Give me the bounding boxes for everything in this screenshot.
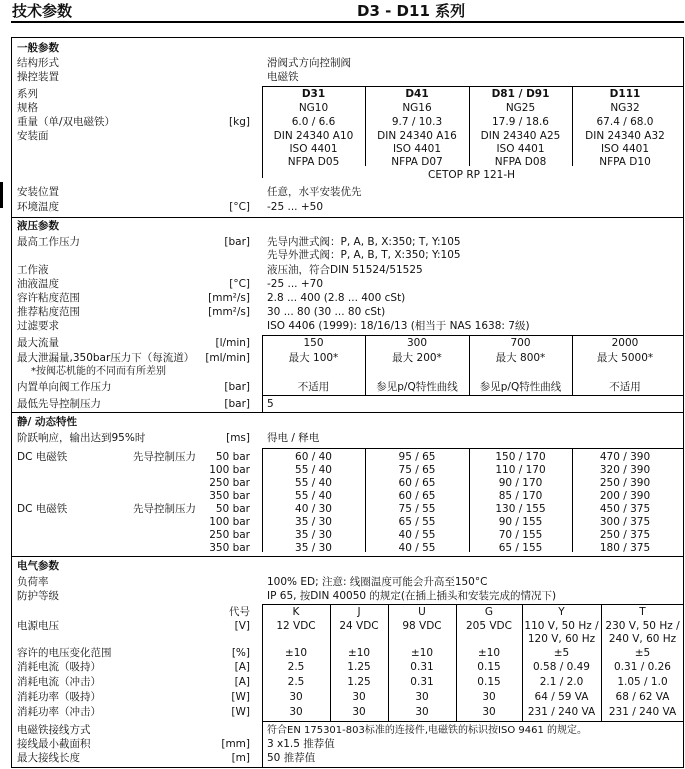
viscosity-value: 2.8 ... 400 (2.8 ... 400 cSt) (267, 292, 406, 304)
voltage-cell: 12 VDC (276, 620, 316, 632)
current-inrush-cell: 1.25 (347, 676, 371, 688)
weight-col: 67.4 / 68.0 (596, 116, 654, 128)
pilot-label-2: 先导控制压力 (133, 503, 196, 515)
cable-length-label: 最大接线长度 (17, 752, 80, 764)
current-hold-cell: 0.31 (410, 661, 434, 673)
max-flow-col: 150 (303, 337, 324, 349)
response-time-cell: 40 / 30 (295, 503, 332, 515)
power-hold-cell: 64 / 59 VA (534, 691, 589, 703)
current-hold-cell: 2.5 (287, 661, 305, 673)
tolerance-cell: ±10 (477, 647, 501, 659)
weight-col: 9.7 / 10.3 (391, 116, 443, 128)
filtration-value: ISO 4406 (1999): 18/16/13 (相当于 NAS 1638: 7级) (267, 320, 530, 332)
pilot-pressure-value: 100 bar (209, 464, 250, 476)
current-inrush-unit: [A] (234, 676, 250, 688)
viscosity-unit: [mm²/s] (208, 292, 250, 304)
response-time-cell: 60 / 40 (295, 451, 332, 463)
pressure-label: 最高工作压力 (17, 236, 80, 248)
power-hold-cell: 30 (289, 691, 303, 703)
power-inrush-cell: 30 (482, 706, 496, 718)
series-label: 系列 (17, 88, 38, 100)
response-time-cell: 65 / 55 (398, 516, 436, 528)
iso-col: ISO 4401 (392, 143, 442, 155)
structure-label: 结构形式 (17, 57, 59, 69)
power-hold-label: 消耗功率（吸持） (17, 691, 101, 703)
connection-label: 电磁铁接线方式 (17, 724, 91, 736)
ambient-label: 环境温度 (17, 201, 59, 213)
voltage-cell: 120 V, 60 Hz (527, 633, 596, 645)
fluid-temp-value: -25 ... +70 (267, 278, 323, 290)
current-hold-cell: 0.58 / 0.49 (533, 661, 590, 673)
step-value: 得电 / 释电 (267, 432, 320, 444)
response-time-cell: 150 / 170 (495, 451, 546, 463)
structure-value: 滑阀式方向控制阀 (267, 57, 351, 69)
power-inrush-unit: [W] (231, 706, 250, 718)
size-label: 规格 (17, 102, 38, 114)
response-time-cell: 60 / 65 (398, 490, 436, 502)
check-valve-col: 不适用 (609, 381, 641, 393)
section-divider (11, 412, 684, 413)
step-unit: [ms] (226, 432, 250, 444)
response-time-cell: 55 / 40 (295, 464, 332, 476)
nfpa-col: NFPA D08 (494, 156, 547, 168)
current-hold-label: 消耗电流（吸持） (17, 661, 101, 673)
section-divider (11, 217, 684, 218)
pilot-pressure-value: 100 bar (209, 516, 250, 528)
rec-viscosity-label: 推荐粘度范围 (17, 306, 80, 318)
power-inrush-label: 消耗功率（冲击） (17, 706, 101, 718)
actuation-label: 操控装置 (17, 71, 59, 83)
cross-section-unit: [mm] (221, 738, 250, 750)
check-valve-col: 参见p/Q特性曲线 (479, 381, 562, 393)
check-valve-col: 参见p/Q特性曲线 (376, 381, 458, 393)
tolerance-cell: ±5 (634, 647, 651, 659)
voltage-cell: 24 VDC (339, 620, 379, 632)
current-inrush-cell: 0.31 (410, 676, 434, 688)
leakage-col: 最大 100* (288, 352, 339, 364)
response-time-cell: 75 / 55 (398, 503, 436, 515)
duty-label: 负荷率 (17, 576, 49, 588)
response-time-cell: 470 / 390 (599, 451, 651, 463)
current-hold-unit: [A] (234, 661, 250, 673)
current-hold-cell: 1.25 (347, 661, 371, 673)
duty-value: 100% ED; 注意: 线圈温度可能会升高至150°C (267, 576, 488, 588)
dc-label-1: DC 电磁铁 (17, 451, 68, 463)
general-title: 一般参数 (17, 42, 59, 54)
response-time-cell: 90 / 170 (498, 477, 543, 489)
check-valve-unit: [bar] (224, 381, 250, 393)
response-time-cell: 55 / 40 (295, 490, 332, 502)
response-time-cell: 200 / 390 (599, 490, 651, 502)
voltage-cell: 230 V, 50 Hz / (605, 620, 680, 632)
leakage-col: 最大 800* (495, 352, 546, 364)
connection-value: 符合EN 175301-803标准的连接件,电磁铁的标识按ISO 9461 的规定。 (267, 725, 587, 736)
min-pilot-unit: [bar] (224, 398, 250, 410)
pilot-pressure-value: 50 bar (215, 503, 250, 515)
cable-length-value: 50 推荐值 (267, 752, 316, 764)
response-time-cell: 95 / 65 (398, 451, 436, 463)
iso-col: ISO 4401 (600, 143, 650, 155)
size-col: NG16 (402, 102, 432, 114)
response-time-cell: 35 / 30 (295, 529, 332, 541)
tolerance-cell: ±10 (347, 647, 371, 659)
protection-label: 防护等级 (17, 590, 59, 602)
leakage-label: 最大泄漏量,350bar压力下（每流道） (17, 352, 195, 364)
current-inrush-label: 消耗电流（冲击） (17, 676, 101, 688)
leakage-col: 最大 200* (392, 352, 442, 364)
filtration-label: 过滤要求 (17, 320, 59, 332)
weight-label: 重量（单/双电磁铁） (17, 116, 116, 128)
series-col: D41 (405, 88, 429, 100)
din-col: DIN 24340 A32 (585, 130, 665, 142)
response-time-cell: 300 / 375 (599, 516, 651, 528)
position-label: 安装位置 (17, 186, 59, 198)
voltage-unit: [V] (234, 620, 250, 632)
ambient-unit: [°C] (229, 201, 250, 213)
header-rule (11, 21, 684, 23)
current-hold-cell: 0.15 (477, 661, 501, 673)
series-col: D81 / D91 (491, 88, 550, 100)
pilot-pressure-value: 350 bar (209, 490, 250, 502)
max-flow-col: 700 (510, 337, 531, 349)
section-divider (11, 556, 684, 557)
power-hold-cell: 68 / 62 VA (615, 691, 670, 703)
fluid-temp-label: 油液温度 (17, 278, 59, 290)
iso-col: ISO 4401 (289, 143, 338, 155)
max-flow-col: 2000 (611, 337, 639, 349)
response-time-cell: 180 / 375 (599, 542, 651, 554)
electrical-title: 电气参数 (17, 560, 59, 572)
leakage-col: 最大 5000* (596, 352, 654, 364)
voltage-cell: 110 V, 50 Hz / (524, 620, 599, 632)
current-inrush-cell: 0.15 (477, 676, 501, 688)
min-pilot-value: 5 (267, 398, 274, 410)
power-inrush-cell: 30 (415, 706, 429, 718)
position-value: 任意，水平安装优先 (267, 186, 362, 198)
series-col: D31 (301, 88, 326, 100)
response-time-cell: 60 / 65 (398, 477, 436, 489)
response-time-cell: 75 / 65 (398, 464, 436, 476)
response-time-cell: 85 / 170 (498, 490, 543, 502)
response-time-cell: 250 / 390 (599, 477, 651, 489)
cross-section-label: 接线最小截面积 (17, 738, 91, 750)
size-col: NG32 (610, 102, 640, 114)
pilot-pressure-value: 250 bar (209, 529, 250, 541)
response-time-cell: 40 / 55 (398, 542, 436, 554)
response-time-cell: 320 / 390 (599, 464, 651, 476)
code-cell: J (357, 606, 361, 618)
fluid-label: 工作液 (17, 264, 49, 276)
pilot-pressure-value: 50 bar (215, 451, 250, 463)
header-title: 技术参数 (12, 2, 73, 20)
power-hold-cell: 30 (352, 691, 366, 703)
max-flow-col: 300 (406, 337, 428, 349)
cross-section-value: 3 x1.5 推荐值 (267, 738, 335, 750)
current-inrush-cell: 1.05 / 1.0 (617, 676, 668, 688)
protection-value: IP 65, 按DIN 40050 的规定(在插上插头和安装完成的情况下) (267, 590, 557, 602)
header-series: D3 - D11 系列 (357, 2, 466, 20)
code-cell: G (484, 606, 494, 618)
side-marker (0, 182, 3, 208)
voltage-label: 电源电压 (17, 620, 59, 632)
pilot-pressure-value: 350 bar (209, 542, 250, 554)
response-time-cell: 35 / 30 (295, 516, 332, 528)
ambient-value: -25 ... +50 (267, 201, 323, 213)
din-col: DIN 24340 A10 (273, 130, 354, 142)
response-time-cell: 65 / 155 (498, 542, 543, 554)
code-cell: Y (558, 606, 565, 618)
tolerance-cell: ±5 (553, 647, 570, 659)
response-time-cell: 130 / 155 (495, 503, 546, 515)
pressure-unit: [bar] (224, 236, 250, 248)
tolerance-cell: ±10 (284, 647, 308, 659)
power-hold-cell: 30 (482, 691, 496, 703)
response-time-cell: 70 / 155 (498, 529, 543, 541)
current-inrush-cell: 2.5 (287, 676, 305, 688)
viscosity-label: 容许粘度范围 (17, 292, 80, 304)
response-time-cell: 35 / 30 (295, 542, 332, 554)
leakage-unit: [ml/min] (205, 352, 250, 364)
weight-col: 6.0 / 6.6 (291, 116, 336, 128)
response-time-cell: 250 / 375 (599, 529, 651, 541)
code-cell: T (639, 606, 646, 618)
voltage-cell: 205 VDC (466, 620, 512, 632)
size-col: NG25 (505, 102, 536, 114)
rec-viscosity-unit: [mm²/s] (208, 306, 250, 318)
dynamic-title: 静/ 动态特性 (17, 416, 77, 428)
check-valve-col: 不适用 (297, 381, 330, 393)
actuation-value: 电磁铁 (267, 71, 299, 83)
nfpa-col: NFPA D05 (287, 156, 340, 168)
pilot-label-1: 先导控制压力 (133, 451, 196, 463)
rec-viscosity-value: 30 ... 80 (30 ... 80 cSt) (267, 306, 386, 318)
max-flow-label: 最大流量 (17, 337, 59, 349)
size-col: NG10 (298, 102, 329, 114)
response-time-cell: 110 / 170 (495, 464, 546, 476)
weight-unit: [kg] (229, 116, 250, 128)
current-inrush-cell: 2.1 / 2.0 (539, 676, 584, 688)
response-time-cell: 55 / 40 (295, 477, 332, 489)
power-inrush-cell: 30 (352, 706, 366, 718)
response-time-cell: 90 / 155 (498, 516, 543, 528)
pressure-line1: 先导内泄式阀：P, A, B, X:350; T, Y:105 (267, 236, 461, 248)
power-inrush-cell: 231 / 240 VA (527, 706, 596, 718)
cable-length-unit: [m] (231, 752, 250, 764)
power-hold-cell: 30 (415, 691, 429, 703)
hydraulic-title: 液压参数 (17, 220, 59, 232)
dc-label-2: DC 电磁铁 (17, 503, 68, 515)
response-time-cell: 40 / 55 (398, 529, 436, 541)
pressure-line2: 先导外泄式阀：P, A, B, T, X:350; Y:105 (267, 249, 461, 261)
series-col: D111 (609, 88, 641, 100)
tolerance-label: 容许的电压变化范围 (17, 647, 112, 659)
power-inrush-cell: 231 / 240 VA (608, 706, 677, 718)
din-col: DIN 24340 A16 (377, 130, 457, 142)
check-valve-label: 内置单向阀工作压力 (17, 381, 112, 393)
pilot-pressure-value: 250 bar (209, 477, 250, 489)
fluid-temp-unit: [°C] (229, 278, 250, 290)
tolerance-cell: ±10 (410, 647, 434, 659)
max-flow-unit: [l/min] (215, 337, 250, 349)
nfpa-col: NFPA D07 (391, 156, 443, 168)
fluid-value: 液压油，符合DIN 51524/51525 (267, 264, 423, 276)
step-label: 阶跃响应，输出达到95%时 (17, 432, 146, 444)
mounting-label: 安装面 (17, 130, 49, 142)
response-time-cell: 450 / 375 (599, 503, 651, 515)
current-hold-cell: 0.31 / 0.26 (614, 661, 671, 673)
tolerance-unit: [%] (231, 647, 250, 659)
iso-col: ISO 4401 (496, 143, 545, 155)
voltage-cell: 98 VDC (402, 620, 442, 632)
code-cell: K (292, 606, 300, 618)
cetop-value: CETOP RP 121-H (428, 169, 516, 181)
code-label: 代号 (229, 606, 250, 618)
weight-col: 17.9 / 18.6 (492, 116, 549, 128)
power-hold-unit: [W] (231, 691, 250, 703)
voltage-cell: 240 V, 60 Hz (608, 633, 677, 645)
power-inrush-cell: 30 (289, 706, 303, 718)
nfpa-col: NFPA D10 (599, 156, 651, 168)
min-pilot-label: 最低先导控制压力 (17, 398, 101, 410)
din-col: DIN 24340 A25 (480, 130, 561, 142)
leakage-note: *按阀芯机能的不同而有所差别 (31, 366, 166, 377)
code-cell: U (418, 606, 426, 618)
